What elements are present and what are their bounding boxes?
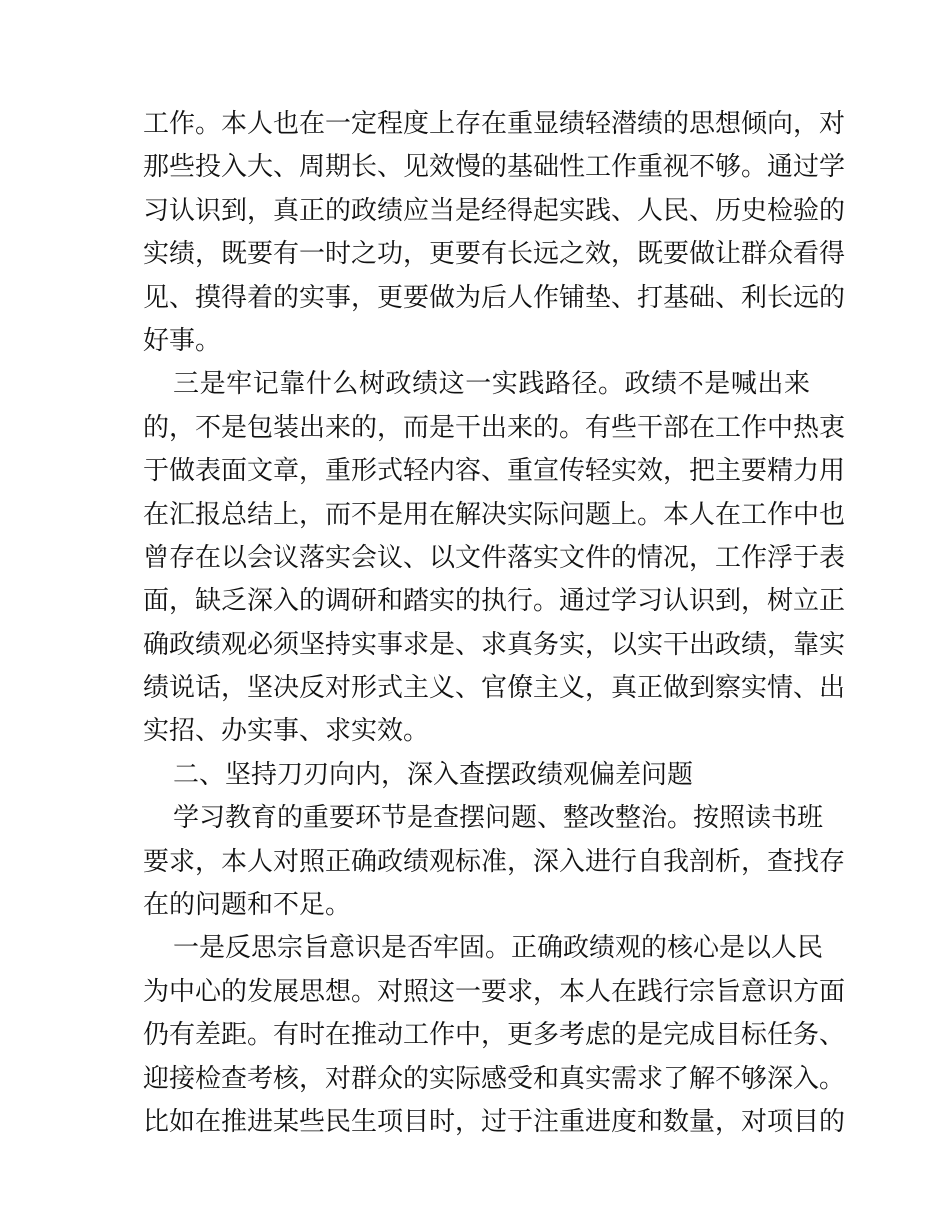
text-line: 确政绩观必须坚持实事求是、求真务实，以实干出政绩，靠实 <box>143 629 846 660</box>
text-line: 二、坚持刀刃向内，深入查摆政绩观偏差问题 <box>173 759 694 790</box>
paragraph <box>143 103 846 363</box>
text-line: 好事。 <box>143 325 222 356</box>
text-line: 一是反思宗旨意识是否牢固。正确政绩观的核心是以人民 <box>173 933 824 964</box>
text-line: 比如在推进某些民生项目时，过于注重进度和数量，对项目的 <box>143 1106 846 1137</box>
text-line: 见、摸得着的实事，更要做为后人作铺垫、打基础、利长远的 <box>143 282 846 313</box>
text-line: 仍有差距。有时在推动工作中，更多考虑的是完成目标任务、 <box>143 1020 846 1051</box>
paragraph <box>143 754 810 797</box>
document-body <box>143 103 846 1144</box>
paragraph <box>143 363 846 754</box>
text-line: 那些投入大、周期长、见效慢的基础性工作重视不够。通过学 <box>143 152 846 183</box>
paragraph <box>143 927 846 1144</box>
text-line: 实招、办实事、求实效。 <box>143 716 430 747</box>
text-line: 实绩，既要有一时之功，更要有长远之效，既要做让群众看得 <box>143 239 846 270</box>
text-line: 在的问题和不足。 <box>143 890 352 921</box>
text-line: 的，不是包装出来的，而是干出来的。有些干部在工作中热衷 <box>143 412 846 443</box>
text-line: 于做表面文章，重形式轻内容、重宣传轻实效，把主要精力用 <box>143 456 846 487</box>
text-line: 习认识到，真正的政绩应当是经得起实践、人民、历史检验的 <box>143 195 846 226</box>
text-line: 工作。本人也在一定程度上存在重显绩轻潜绩的思想倾向，对 <box>143 109 846 139</box>
text-line: 迎接检查考核，对群众的实际感受和真实需求了解不够深入。 <box>143 1063 846 1094</box>
text-line: 三是牢记靠什么树政绩这一实践路径。政绩不是喊出来 <box>173 369 810 400</box>
paragraph <box>143 797 846 927</box>
text-line: 绩说话，坚决反对形式主义、官僚主义，真正做到察实情、出 <box>143 673 846 704</box>
text-line: 为中心的发展思想。对照这一要求，本人在践行宗旨意识方面 <box>143 976 846 1007</box>
text-line: 学习教育的重要环节是查摆问题、整改整治。按照读书班 <box>173 803 824 834</box>
text-line: 在汇报总结上，而不是用在解决实际问题上。本人在工作中也 <box>143 499 846 530</box>
text-line: 面，缺乏深入的调研和踏实的执行。通过学习认识到，树立正 <box>143 586 846 617</box>
text-line: 曾存在以会议落实会议、以文件落实文件的情况，工作浮于表 <box>143 542 846 573</box>
text-line: 要求，本人对照正确政绩观标准，深入进行自我剖析，查找存 <box>143 846 846 877</box>
